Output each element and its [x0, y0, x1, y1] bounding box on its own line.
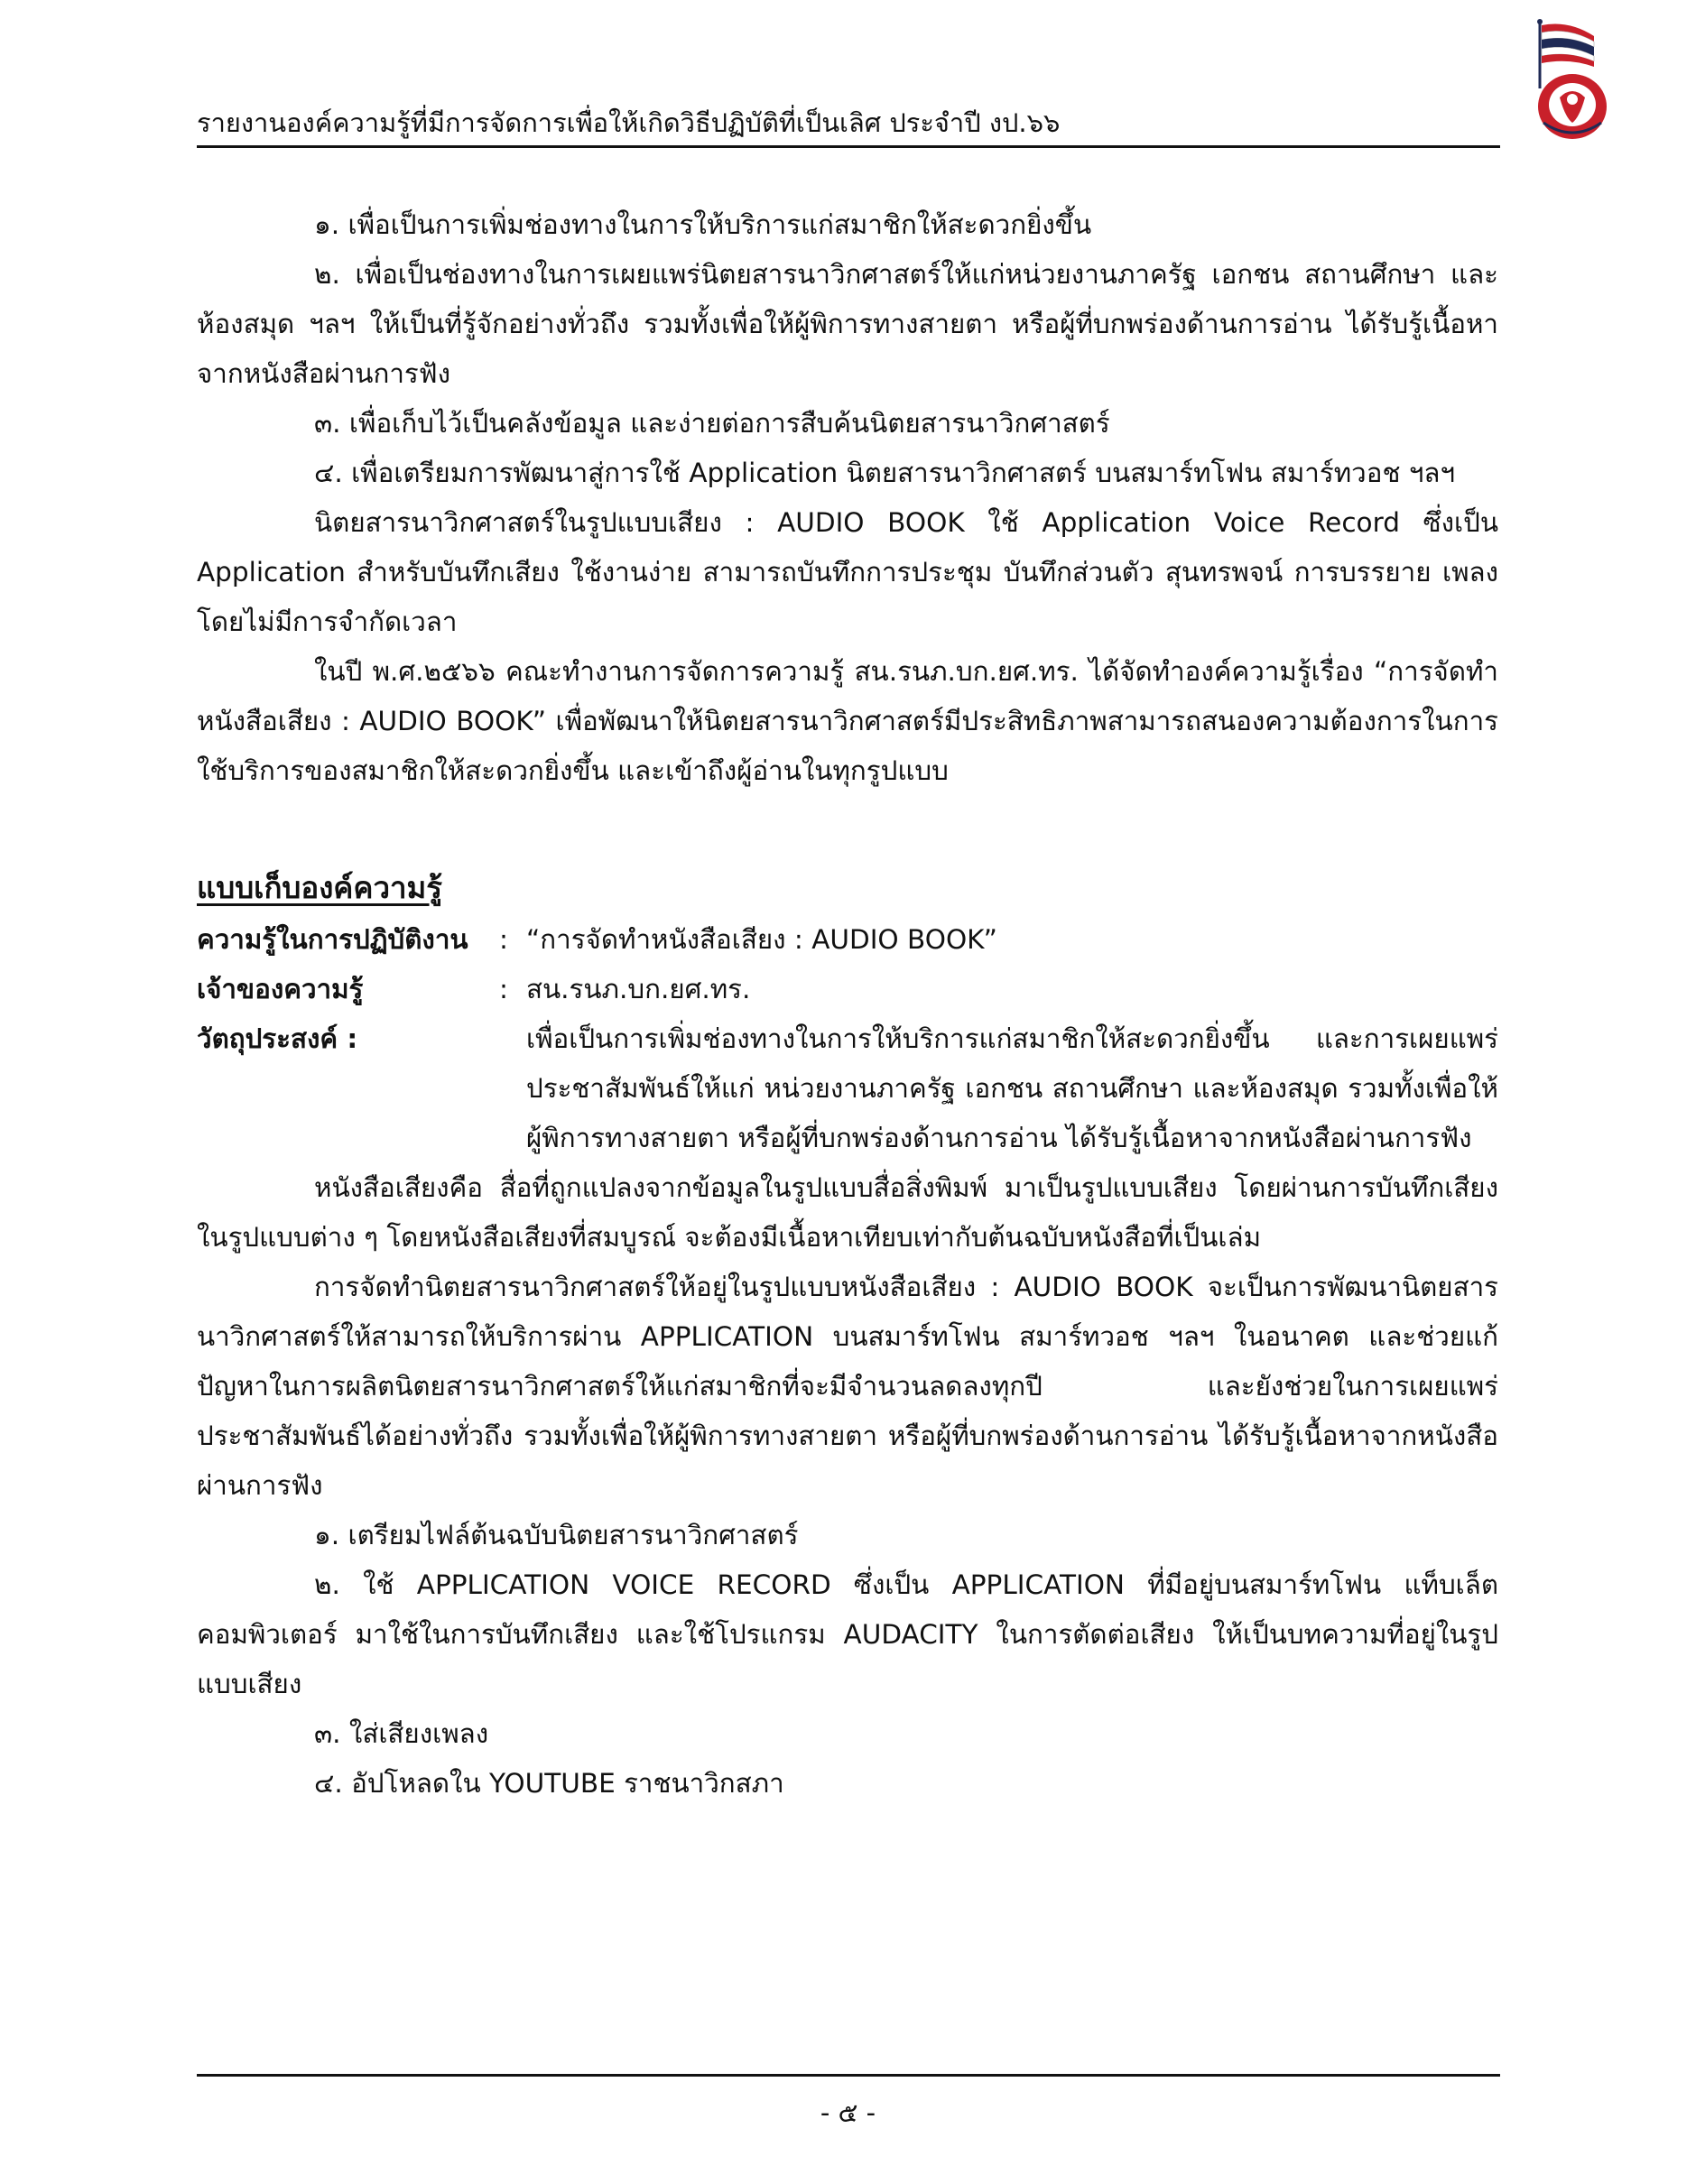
spacer [197, 796, 1498, 861]
step-item: ๒. ใช้ APPLICATION VOICE RECORD ซึ่งเป็น APPLICATION ที่มีอยู่บนสมาร์ทโฟน แท็บเล็ต คอมพิวเตอร์ มาใช้ในการบันทึกเสียง และใช้โปรแกรม AUDACITY ในการตัดต่อเสียง ให้เป็นบทความที่อยู่ในรูปแบบเสียง [197, 1569, 1498, 1699]
knowledge-colon: : [499, 924, 508, 955]
owner-label: เจ้าของความรู้ [197, 974, 364, 1004]
paragraph: หนังสือเสียงคือ สื่อที่ถูกแปลงจากข้อมูลในรูปแบบสื่อสิ่งพิมพ์ มาเป็นรูปแบบเสียง โดยผ่านการบันทึกเสียงในรูปแบบต่าง ๆ โดยหนังสือเสียงที่สมบูรณ์ จะต้องมีเนื้อหาเทียบเท่ากับต้นฉบับหนังสือที่เป็นเล่ม [197, 1172, 1498, 1253]
intro-item: ๔. เพื่อเตรียมการพัฒนาสู่การใช้ Application นิตยสารนาวิกศาสตร์ บนสมาร์ทโฟน สมาร์ทวอช ฯลฯ [314, 458, 1456, 488]
step-item: ๑. เตรียมไฟล์ต้นฉบับนิตยสารนาวิกศาสตร์ [314, 1520, 799, 1550]
navy-emblem-icon [1524, 16, 1612, 144]
objective-row [197, 1014, 1498, 1163]
page-number: - ๕ - [820, 2097, 876, 2128]
paragraph: การจัดทำนิตยสารนาวิกศาสตร์ให้อยู่ในรูปแบบหนังสือเสียง : AUDIO BOOK จะเป็นการพัฒนานิตยสารนาวิกศาสตร์ให้สามารถให้บริการผ่าน APPLICATION บนสมาร์ทโฟน สมาร์ทวอช ฯลฯ ในอนาคต และช่วยแก้ปัญหาในการผลิตนิตยสารนาวิกศาสตร์ให้แก่สมาชิกที่จะมีจำนวนลดลงทุกปี และยังช่วยในการเผยแพร่ ประชาสัมพันธ์ได้อย่างทั่วถึง รวมทั้งเพื่อให้ผู้พิการทางสายตา หรือผู้ที่บกพร่องด้านการอ่าน ได้รับรู้เนื้อหาจากหนังสือผ่านการฟัง [197, 1272, 1498, 1501]
step-item: ๔. อัปโหลดใน YOUTUBE ราชนาวิกสภา [314, 1768, 784, 1799]
owner-value: สน.รนภ.บก.ยศ.ทร. [526, 974, 751, 1004]
step-item: ๓. ใส่เสียงเพลง [314, 1718, 489, 1749]
intro-item: ๒. เพื่อเป็นช่องทางในการเผยแพร่นิตยสารนาวิกศาสตร์ให้แก่หน่วยงานภาครัฐ เอกชน สถานศึกษา และห้องสมุด ฯลฯ ให้เป็นที่รู้จักอย่างทั่วถึง รวมทั้งเพื่อให้ผู้พิการทางสายตา หรือผู้ที่บกพร่องด้านการอ่าน ได้รับรู้เนื้อหาจากหนังสือผ่านการฟัง [197, 259, 1498, 389]
knowledge-row [197, 915, 1498, 965]
header-title: รายงานองค์ความรู้ที่มีการจัดการเพื่อให้เกิดวิธีปฏิบัติที่เป็นเลิศ ประจำปี งป.๖๖ [197, 107, 1061, 138]
footer-rule [197, 2074, 1500, 2077]
paragraph: นิตยสารนาวิกศาสตร์ในรูปแบบเสียง : AUDIO BOOK ใช้ Application Voice Record ซึ่งเป็น Application สำหรับบันทึกเสียง ใช้งานง่าย สามารถบันทึกการประชุม บันทึกส่วนตัว สุนทรพจน์ การบรรยาย เพลง โดยไม่มีการจำกัดเวลา [197, 507, 1498, 637]
paragraph: ในปี พ.ศ.๒๕๖๖ คณะทำงานการจัดการความรู้ สน.รนภ.บก.ยศ.ทร. ได้จัดทำองค์ความรู้เรื่อง “การจัดทำหนังสือเสียง : AUDIO BOOK” เพื่อพัฒนาให้นิตยสารนาวิกศาสตร์มีประสิทธิภาพสามารถสนองความต้องการในการใช้บริการของสมาชิกให้สะดวกยิ่งขึ้น และเข้าถึงผู้อ่านในทุกรูปแบบ [197, 656, 1498, 786]
intro-item: ๓. เพื่อเก็บไว้เป็นคลังข้อมูล และง่ายต่อการสืบค้นนิตยสารนาวิกศาสตร์ [314, 408, 1110, 439]
body-text [197, 200, 1498, 1809]
knowledge-value: “การจัดทำหนังสือเสียง : AUDIO BOOK” [526, 924, 997, 955]
section-title: แบบเก็บองค์ความรู้ [197, 870, 442, 905]
header-rule [197, 145, 1500, 148]
intro-item: ๑. เพื่อเป็นการเพิ่มช่องทางในการให้บริการแก่สมาชิกให้สะดวกยิ่งขึ้น [314, 209, 1092, 240]
knowledge-label: ความรู้ในการปฏิบัติงาน [197, 924, 468, 955]
objective-value: เพื่อเป็นการเพิ่มช่องทางในการให้บริการแก่สมาชิกให้สะดวกยิ่งขึ้น และการเผยแพร่ประชาสัมพันธ์ให้แก่ หน่วยงานภาครัฐ เอกชน สถานศึกษา และห้องสมุด รวมทั้งเพื่อให้ผู้พิการทางสายตา หรือผู้ที่บกพร่องด้านการอ่าน ได้รับรู้เนื้อหาจากหนังสือผ่านการฟัง [526, 1023, 1498, 1153]
owner-colon: : [499, 974, 508, 1004]
objective-label: วัตถุประสงค์ : [197, 1023, 358, 1054]
owner-row [197, 965, 1498, 1014]
